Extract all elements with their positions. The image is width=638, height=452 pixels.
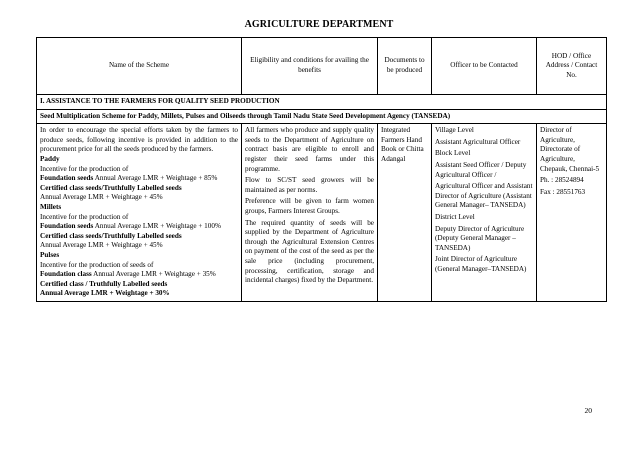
table-header-row — [37, 38, 607, 95]
scheme-table — [36, 37, 607, 302]
hod-phone: Ph. : 28524894 — [540, 176, 584, 185]
header-eligibility: Eligibility and conditions for availing the benefits — [242, 38, 378, 95]
paddy-heading: Paddy — [40, 154, 60, 163]
officer-cell — [432, 124, 537, 302]
millets-incentive: Incentive for the production of — [40, 212, 129, 221]
eligibility-p2: Flow to SC/ST seed growers will be maintained as per norms. — [245, 176, 374, 194]
millets-foundation — [40, 222, 238, 232]
millets-foundation-text: Annual Average LMR + Weightage + 100% — [93, 222, 221, 231]
pulses-foundation — [40, 270, 238, 280]
hod-cell — [537, 124, 607, 302]
section-title: I. ASSISTANCE TO THE FARMERS FOR QUALITY SEED PRODUCTION — [37, 95, 607, 110]
header-hod: HOD / Office Address / Contact No. — [537, 38, 607, 95]
block-level: Block Level — [435, 149, 471, 158]
pulses-foundation-label: Foundation class — [40, 270, 92, 279]
millets-cert-label: Certified class seeds/Truthfully Labelled seeds — [40, 231, 182, 240]
pulses-cert-text: Annual Average LMR + Weightage + 30% — [40, 289, 170, 298]
scheme-cell — [37, 124, 242, 302]
joint-officer: Joint Director of Agriculture (General Manager–TANSEDA) — [435, 255, 527, 273]
district-level: District Level — [435, 212, 475, 221]
eligibility-p4: The required quantity of seeds will be supplied by the Department of Agriculture through the Agricultural Extension Centres on payment of the cost of the seed as per the sale price (including procurement, processing, certification, storage and incidental charges) fixed by the Department. — [245, 218, 374, 285]
paddy-cert-text: Annual Average LMR + Weightage + 45% — [40, 193, 163, 202]
millets-cert-text: Annual Average LMR + Weightage + 45% — [40, 241, 163, 250]
header-documents: Documents to be produced — [378, 38, 432, 95]
pulses-foundation-text: Annual Average LMR + Weightage + 35% — [91, 270, 216, 279]
paddy-cert-label: Certified class seeds/Truthfully Labelled seeds — [40, 183, 182, 192]
hod-address: Director of Agriculture, Directorate of Agriculture, Chepauk, Chennai-5 — [540, 126, 600, 173]
district-officer: Deputy Director of Agriculture (Deputy General Manager – TANSEDA) — [435, 224, 525, 252]
section-row — [37, 95, 607, 110]
millets-foundation-label: Foundation seeds — [40, 222, 94, 231]
scheme-title: Seed Multiplication Scheme for Paddy, Millets, Pulses and Oilseeds through Tamil Nadu State Seed Development Agency (TANSEDA) — [37, 109, 607, 124]
paddy-foundation — [40, 174, 238, 184]
page-number: 20 — [584, 406, 592, 415]
block-officer-2: Agricultural Officer and Assistant Director of Agriculture (Assistant General Manager– TANSEDA) — [435, 182, 533, 210]
village-officer: Assistant Agricultural Officer — [435, 137, 521, 146]
paddy-foundation-text: Annual Average LMR + Weightage + 85% — [93, 174, 218, 183]
hod-fax: Fax : 28551763 — [540, 187, 586, 196]
paddy-foundation-label: Foundation seeds — [40, 174, 94, 183]
page-title: AGRICULTURE DEPARTMENT — [244, 19, 394, 30]
pulses-incentive: Incentive for the production of seeds of — [40, 260, 154, 269]
scheme-title-row — [37, 109, 607, 124]
documents-cell: Integrated Farmers Hand Book or Chitta Adangal — [378, 124, 432, 302]
village-level: Village Level — [435, 126, 474, 135]
pulses-cert-label: Certified class / Truthfully Labelled seeds — [40, 279, 168, 288]
block-officer: Assistant Seed Officer / Deputy Agricultural Officer / — [435, 160, 527, 179]
pulses-heading: Pulses — [40, 250, 60, 259]
eligibility-cell — [242, 124, 378, 302]
paddy-incentive: Incentive for the production of — [40, 164, 129, 173]
header-officer: Officer to be Contacted — [432, 38, 537, 95]
table-row — [37, 124, 607, 302]
scheme-intro: In order to encourage the special efforts taken by the farmers to produce seeds, following incentive is provided in addition to the procurement price for all the seeds produced by the farmers. — [40, 126, 238, 154]
millets-heading: Millets — [40, 202, 62, 211]
header-scheme: Name of the Scheme — [37, 38, 242, 95]
eligibility-p3: Preference will be given to farm women groups, Farmers Interest Groups. — [245, 197, 374, 215]
eligibility-p1: All farmers who produce and supply quality seeds to the Department of Agriculture on contract basis are eligible to enroll and register their seed farms under this programme. — [245, 126, 374, 173]
